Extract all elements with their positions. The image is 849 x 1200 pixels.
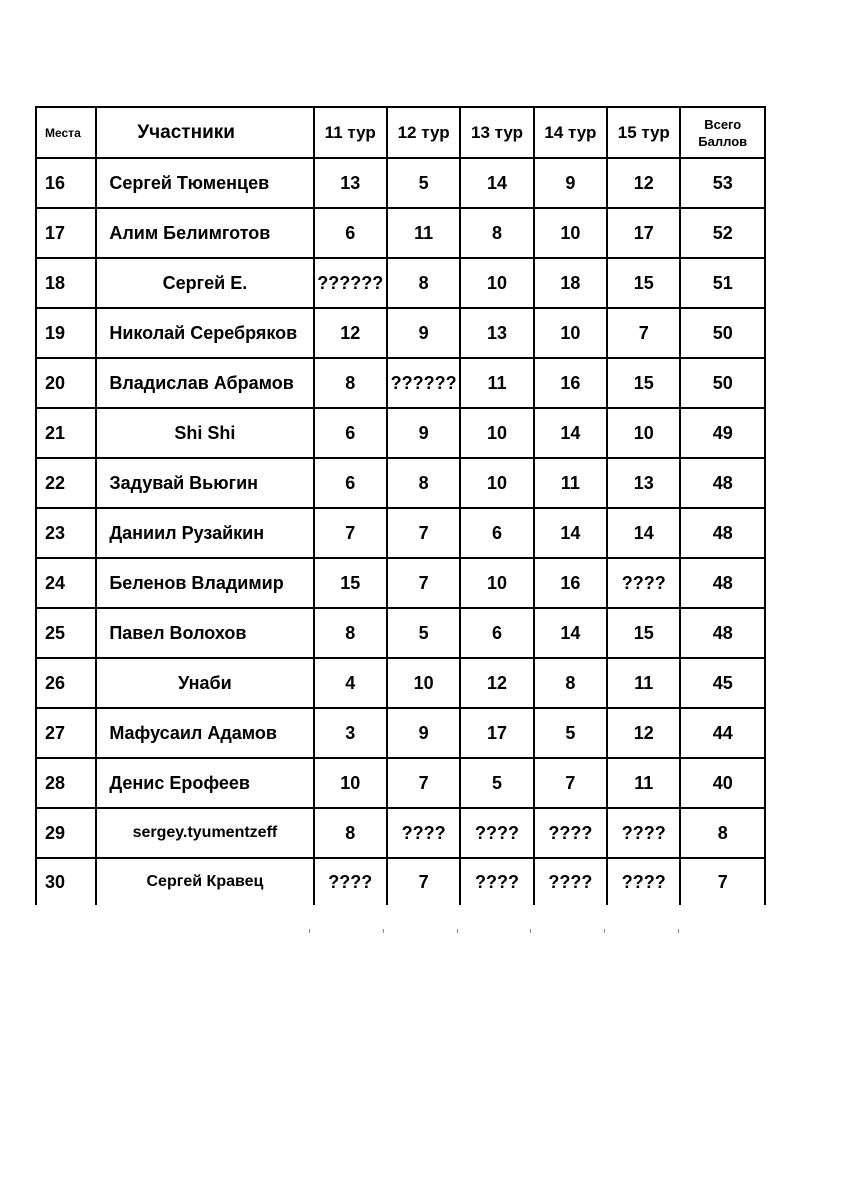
- round-13-score-cell: 10: [460, 558, 533, 608]
- round-13-score-cell: 10: [460, 258, 533, 308]
- round-11-score-cell: 10: [314, 758, 387, 808]
- round-11-score-cell: ????: [314, 858, 387, 905]
- round-14-score-cell: 8: [534, 658, 607, 708]
- place-cell: 26: [36, 658, 96, 708]
- round-14-score-cell: ????: [534, 808, 607, 858]
- round-11-score-cell: 7: [314, 508, 387, 558]
- place-cell: 18: [36, 258, 96, 308]
- place-cell: 16: [36, 158, 96, 208]
- place-cell: 27: [36, 708, 96, 758]
- round-13-score-cell: 17: [460, 708, 533, 758]
- table-row: [36, 308, 765, 358]
- standings-table: [35, 106, 766, 905]
- table-row: [36, 858, 765, 905]
- round-11-score-cell: 4: [314, 658, 387, 708]
- round-15-score-cell: 15: [607, 608, 680, 658]
- table-row: [36, 808, 765, 858]
- round-12-score-cell: 7: [387, 858, 460, 905]
- round-15-score-cell: 11: [607, 658, 680, 708]
- participant-name-cell: Николай Серебряков: [96, 308, 313, 358]
- table-row: [36, 508, 765, 558]
- table-row: [36, 758, 765, 808]
- place-cell: 20: [36, 358, 96, 408]
- total-score-cell: 8: [680, 808, 765, 858]
- place-cell: 25: [36, 608, 96, 658]
- round-12-score-cell: ??????: [387, 358, 460, 408]
- tick-mark: [383, 929, 384, 933]
- total-score-cell: 48: [680, 608, 765, 658]
- table-row: [36, 408, 765, 458]
- round-13-score-cell: 12: [460, 658, 533, 708]
- total-score-cell: 45: [680, 658, 765, 708]
- table-row: [36, 258, 765, 308]
- table-row: [36, 358, 765, 408]
- round-12-score-cell: 9: [387, 408, 460, 458]
- participant-name-cell: Сергей Кравец: [96, 858, 313, 905]
- round-12-score-cell: 9: [387, 308, 460, 358]
- table-row: [36, 658, 765, 708]
- round-13-score-cell: 11: [460, 358, 533, 408]
- header-place: Места: [36, 107, 96, 158]
- participant-name-cell: Денис Ерофеев: [96, 758, 313, 808]
- round-13-score-cell: ????: [460, 808, 533, 858]
- total-score-cell: 48: [680, 558, 765, 608]
- round-12-score-cell: ????: [387, 808, 460, 858]
- round-15-score-cell: 14: [607, 508, 680, 558]
- results-sheet: [35, 106, 766, 905]
- round-13-score-cell: ????: [460, 858, 533, 905]
- header-round-11: 11 тур: [314, 107, 387, 158]
- round-15-score-cell: ????: [607, 858, 680, 905]
- round-15-score-cell: ????: [607, 808, 680, 858]
- place-cell: 17: [36, 208, 96, 258]
- round-13-score-cell: 10: [460, 408, 533, 458]
- total-score-cell: 50: [680, 358, 765, 408]
- round-11-score-cell: 6: [314, 408, 387, 458]
- total-score-cell: 44: [680, 708, 765, 758]
- header-round-13: 13 тур: [460, 107, 533, 158]
- round-13-score-cell: 6: [460, 508, 533, 558]
- place-cell: 30: [36, 858, 96, 905]
- participant-name-cell: Даниил Рузайкин: [96, 508, 313, 558]
- round-13-score-cell: 8: [460, 208, 533, 258]
- total-score-cell: 7: [680, 858, 765, 905]
- round-11-score-cell: 15: [314, 558, 387, 608]
- place-cell: 24: [36, 558, 96, 608]
- round-11-score-cell: 6: [314, 458, 387, 508]
- place-cell: 29: [36, 808, 96, 858]
- table-row: [36, 608, 765, 658]
- round-14-score-cell: 9: [534, 158, 607, 208]
- header-total-line2: Баллов: [698, 133, 748, 149]
- table-row: [36, 708, 765, 758]
- round-15-score-cell: 7: [607, 308, 680, 358]
- total-score-cell: 50: [680, 308, 765, 358]
- place-cell: 21: [36, 408, 96, 458]
- round-11-score-cell: 12: [314, 308, 387, 358]
- round-14-score-cell: 5: [534, 708, 607, 758]
- place-cell: 28: [36, 758, 96, 808]
- round-12-score-cell: 9: [387, 708, 460, 758]
- header-round-12: 12 тур: [387, 107, 460, 158]
- round-12-score-cell: 5: [387, 608, 460, 658]
- round-12-score-cell: 8: [387, 258, 460, 308]
- round-15-score-cell: 11: [607, 758, 680, 808]
- round-11-score-cell: 8: [314, 608, 387, 658]
- tick-mark: [457, 929, 458, 933]
- round-14-score-cell: 10: [534, 208, 607, 258]
- round-15-score-cell: 12: [607, 708, 680, 758]
- place-cell: 22: [36, 458, 96, 508]
- round-12-score-cell: 7: [387, 758, 460, 808]
- participant-name-cell: Сергей Е.: [96, 258, 313, 308]
- round-14-score-cell: 16: [534, 358, 607, 408]
- participant-name-cell: Задувай Вьюгин: [96, 458, 313, 508]
- round-15-score-cell: 13: [607, 458, 680, 508]
- round-14-score-cell: 14: [534, 508, 607, 558]
- round-11-score-cell: 8: [314, 358, 387, 408]
- table-row: [36, 458, 765, 508]
- table-header-row: [36, 107, 765, 158]
- participant-name-cell: Сергей Тюменцев: [96, 158, 313, 208]
- round-12-score-cell: 7: [387, 558, 460, 608]
- round-15-score-cell: 10: [607, 408, 680, 458]
- total-score-cell: 48: [680, 458, 765, 508]
- round-12-score-cell: 7: [387, 508, 460, 558]
- total-score-cell: 52: [680, 208, 765, 258]
- participant-name-cell: sergey.tyumentzeff: [96, 808, 313, 858]
- place-cell: 23: [36, 508, 96, 558]
- header-round-15: 15 тур: [607, 107, 680, 158]
- total-score-cell: 51: [680, 258, 765, 308]
- participant-name-cell: Владислав Абрамов: [96, 358, 313, 408]
- round-11-score-cell: 6: [314, 208, 387, 258]
- header-round-14: 14 тур: [534, 107, 607, 158]
- round-14-score-cell: 7: [534, 758, 607, 808]
- total-score-cell: 40: [680, 758, 765, 808]
- header-participants: Участники: [96, 107, 313, 158]
- participant-name-cell: Беленов Владимир: [96, 558, 313, 608]
- round-14-score-cell: ????: [534, 858, 607, 905]
- round-13-score-cell: 5: [460, 758, 533, 808]
- total-score-cell: 53: [680, 158, 765, 208]
- round-12-score-cell: 5: [387, 158, 460, 208]
- place-cell: 19: [36, 308, 96, 358]
- round-11-score-cell: ??????: [314, 258, 387, 308]
- round-14-score-cell: 18: [534, 258, 607, 308]
- round-14-score-cell: 10: [534, 308, 607, 358]
- round-15-score-cell: 15: [607, 258, 680, 308]
- round-13-score-cell: 13: [460, 308, 533, 358]
- round-12-score-cell: 10: [387, 658, 460, 708]
- round-15-score-cell: 12: [607, 158, 680, 208]
- participant-name-cell: Мафусаил Адамов: [96, 708, 313, 758]
- round-11-score-cell: 13: [314, 158, 387, 208]
- round-12-score-cell: 11: [387, 208, 460, 258]
- participant-name-cell: Алим Белимготов: [96, 208, 313, 258]
- tick-mark: [604, 929, 605, 933]
- total-score-cell: 48: [680, 508, 765, 558]
- participant-name-cell: Shi Shi: [96, 408, 313, 458]
- round-15-score-cell: ????: [607, 558, 680, 608]
- participant-name-cell: Павел Волохов: [96, 608, 313, 658]
- participant-name-cell: Унаби: [96, 658, 313, 708]
- round-12-score-cell: 8: [387, 458, 460, 508]
- tick-mark: [530, 929, 531, 933]
- round-13-score-cell: 10: [460, 458, 533, 508]
- table-row: [36, 158, 765, 208]
- round-14-score-cell: 14: [534, 608, 607, 658]
- tick-mark: [678, 929, 679, 933]
- tick-mark: [309, 929, 310, 933]
- total-score-cell: 49: [680, 408, 765, 458]
- header-total: [680, 107, 765, 158]
- header-total-line1: Всего: [704, 116, 742, 132]
- round-15-score-cell: 17: [607, 208, 680, 258]
- round-11-score-cell: 8: [314, 808, 387, 858]
- round-11-score-cell: 3: [314, 708, 387, 758]
- round-14-score-cell: 14: [534, 408, 607, 458]
- table-row: [36, 558, 765, 608]
- round-13-score-cell: 14: [460, 158, 533, 208]
- round-13-score-cell: 6: [460, 608, 533, 658]
- table-row: [36, 208, 765, 258]
- round-15-score-cell: 15: [607, 358, 680, 408]
- round-14-score-cell: 16: [534, 558, 607, 608]
- footer-tick-marks: [0, 929, 849, 935]
- round-14-score-cell: 11: [534, 458, 607, 508]
